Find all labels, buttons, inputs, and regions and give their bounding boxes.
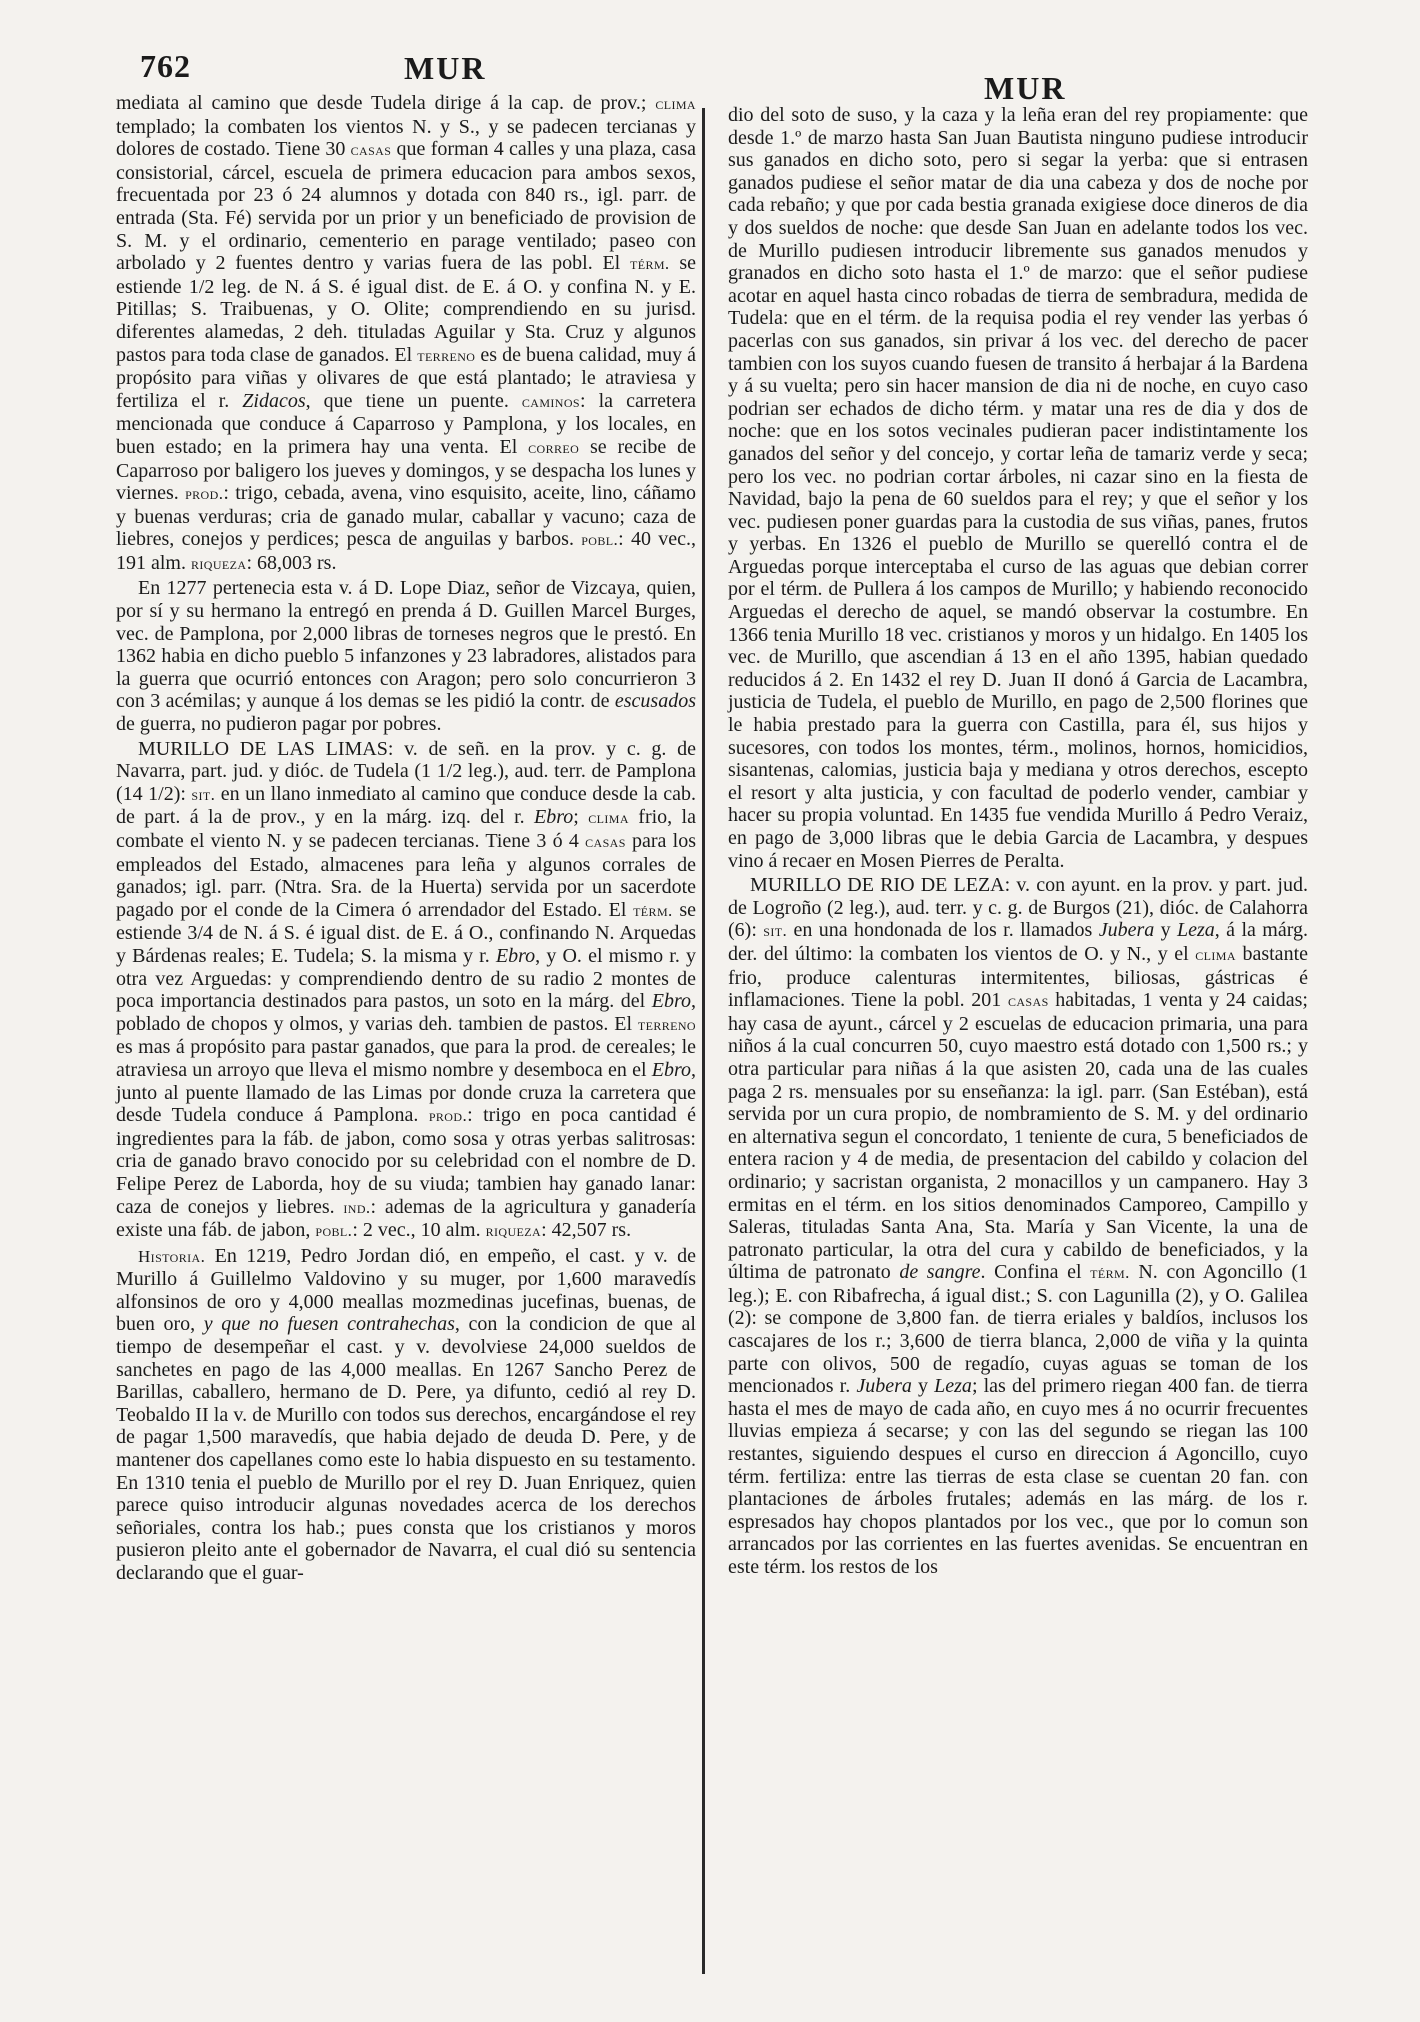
keyword: pobl. <box>315 1221 353 1241</box>
keyword: pobl. <box>581 530 619 550</box>
keyword: casas <box>350 140 392 160</box>
column-divider <box>702 108 705 1974</box>
keyword: clima <box>1195 944 1236 964</box>
keyword: correo <box>528 437 580 457</box>
keyword: térm. <box>633 900 673 920</box>
keyword: clima <box>655 94 696 113</box>
keyword: terreno <box>637 1014 696 1034</box>
running-head-right: MUR <box>984 70 1067 106</box>
river-name: Zidacos <box>242 389 306 412</box>
keyword: caminos <box>521 391 581 411</box>
keyword: térm. <box>629 254 670 274</box>
keyword: sit. <box>763 921 788 941</box>
entry-murillo-de-las-limas: MURILLO DE LAS LIMAS: v. de señ. en la prov. y c. g. de Navarra, part. jud. y dióc. de Tudela (1 1/2 leg.), aud. terr. de Pamplona (14 1/2): sit. en un llano inmediato al camino que conduce desde la cab. de part. á la de prov., y en la márg. izq. del r. Ebro; clima frio, la combate el viento N. y se padecen tercianas. Tiene 3 ó 4 casas para los empleados del Estado, almacenes para leña y algunos corrales de ganados; igl. parr. (Ntra. Sra. de la Huerta) servida por un sacerdote pagado por el conde de la Cimera ó arrendador del Estado. El térm. se estiende 3/4 de N. á S. é igual dist. de E. á O., confinando N. Arquedas y Bárdenas reales; E. Tudela; S. la misma y r. Ebro, y O. el mismo r. y otra vez Arguedas: y comprendiendo dentro de su radio 2 montes de poca importancia destinados para pastos, un soto en la márg. del Ebro, poblado de chopos y olmos, y varias deh. tambien de pastos. El terreno es mas á propósito para pastar ganados, que para la prod. de cereales; le atraviesa un arroyo que lleva el mismo nombre y desemboca en el Ebro, junto al puente llamado de las Limas por donde cruza la carretera que desde Tudela conduce á Pamplona. prod.: trigo en poca cantidad é ingredientes para la fáb. de jabon, como sosa y otras yerbas salitrosas: cria de ganado bravo conocido por su celebridad con el nombre de D. Felipe Perez de Laborda, hoy de su viuda; tambien hay ganado lanar: caza de conejos y liebres. ind.: ademas de la agricultura y ganadería existe una fáb. de jabon, pobl.: 2 vec., 10 alm. riqueza: 42,507 rs. <box>116 737 697 1242</box>
running-head-left: MUR <box>404 50 487 86</box>
keyword: clima <box>588 808 629 828</box>
keyword: sit. <box>191 784 216 804</box>
keyword: ind. <box>343 1197 371 1217</box>
paragraph-murillo-continued: mediata al camino que desde Tudela dirige á la cap. de prov.; clima templado; la combaten los vientos N. y S., y se padecen tercianas y dolores de costado. Tiene 30 casas que forman 4 calles y una plaza, casa consistorial, cárcel, escuela de primera educacion para ambos sexos, frecuentada por 23 ó 24 alumnos y dotada con 840 rs., igl. parr. de entrada (Sta. Fé) servida por un prior y un beneficiado de provision de S. M. y el ordinario, cementerio en parage ventilado; paseo con arbolado y 2 fuentes dentro y varias fuera de las pobl. El térm. se estiende 1/2 leg. de N. á S. é igual dist. de E. á O. y confina N. y E. Pitillas; S. Traibuenas, y O. Olite; comprendiendo en su jurisd. diferentes alamedas, 2 deh. tituladas Aguilar y Sta. Cruz y algunos pastos para toda clase de ganados. El terreno es de buena calidad, muy á propósito para viñas y olivares de que está plantado; le atraviesa y fertiliza el r. Zidacos, que tiene un puente. caminos: la carretera mencionada que conduce á Caparroso y Pamplona, y los locales, en buen estado; en la primera hay una venta. El correo se recibe de Caparroso por baligero los jueves y domingos, y se despacha los lunes y viernes. prod.: trigo, cebada, avena, vino esquisito, aceite, lino, cáñamo y buenas verduras; cria de ganado mular, caballar y vacuno; caza de liebres, conejos y perdices; pesca de anguilas y barbos. pobl.: 40 vec., 191 alm. riqueza: 68,003 rs. <box>116 92 697 574</box>
keyword: térm. <box>1090 1263 1130 1283</box>
paragraph-history-continued: dio del soto de suso, y la caza y la leña eran del rey propiamente: que desde 1.º de marzo hasta San Juan Bautista ninguno pudiese introducir sus ganados en dicho soto, pero si segar la yerba: que si entrasen ganados pudiese el señor matar de dia una cabeza y dos de noche por cada rebaño; y que por cada bestia granada exigiese doce dineros de dia y dos sueldos de noche: que desde San Juan en adelante todos los vec. de Murillo pudiesen introducir libremente sus ganados menudos y granados en dicho soto hasta el 1.º de marzo: que el señor pudiese acotar en aquel hasta cinco robadas de tierra de sembradura, medida de Tudela: que en el térm. de la requisa podia el rey vender las yerbas ó pacerlas con sus ganados, sin privar á los vec. del derecho de pacer tambien con los suyos cuando fuesen de transito á herbajar á la Bardena y á su vuelta; pero sin hacer mansion de dia ni de noche, en cuyo caso podrian ser echados de dicho térm. y matar una res de dia y dos de noche: que en los sotos vecinales pudieran pacer indistintamente los ganados del señor y del concejo, y cortar leña de tamariz verde y seca; pero los vec. no podrian cortar árboles, ni cazar sino en la fiesta de Navidad, bajo la pena de 60 sueldos para el rey; y que el señor y los vec. pudiesen poner guardas para la custodia de sus viñas, panes, frutos y yerbas. En 1326 el pueblo de Murillo se querelló contra el de Arguedas porque interceptaba el curso de las aguas que debian correr por el térm. de Pullera á los campos de Murillo; y habiendo reconocido Arguedas el derecho de aquel, se mandó observar la costumbre. En 1366 tenia Murillo 18 vec. cristianos y moros y un hidalgo. En 1405 los vec. de Murillo, que ascendian á 13 en el año 1395, habian quedado reducidos á 2. En 1432 el rey D. Juan II donó á Garcia de Lacambra, justicia de Tudela, el pueblo de Murillo, en pago de 2,500 florines que le habia prestado para la guerra con Castilla, para él, sus hijos y sucesores, con todos los montes, térm., molinos, hornos, homicidios, sisantenas, calomias, justicia baja y mediana y otros derechos, escepto el resort y alta justicia, y con facultad de poderlo vender, cambiar y hacer su propia voluntad. En 1435 fue vendida Murillo á Pedro Veraiz, en pago de 3,000 libras que le debia Garcia de Lacambra, y despues vino á recaer en Mosen Pierres de Peralta. <box>728 104 1308 872</box>
keyword: prod. <box>185 484 224 504</box>
keyword: riqueza <box>191 553 247 573</box>
keyword: casas <box>585 832 626 851</box>
paragraph-historia: Historia. En 1219, Pedro Jordan dió, en empeño, el cast. y v. de Murillo á Guillelmo Valdovino y su muger, por 1,600 maravedís alfonsinos de oro y 4,000 meallas mozmedinas jucefinas, buenas, de buen oro, y que no fuesen contrahechas, con la condicion de que al tiempo de desempeñar el cast. y v. devolviese 24,000 sueldos de sanchetes en pago de las 4,000 meallas. En 1267 Sancho Perez de Barillas, caballero, hermano de D. Pere, ya difunto, cedió al rey D. Teobaldo II la v. de Murillo con todos sus derechos, encargándose el rey de pagar 1,500 maravedís, que habia dejado de deuda D. Pere, y de mantener dos capellanes como este lo habia dispuesto en su testamento. En 1310 tenia el pueblo de Murillo por el rey D. Juan Enriquez, quien parece quiso introducir algunas novedades acerca de los derechos señoriales, contra los hab.; pues consta que los cristianos y moros pusieron pleito ante el gobernador de Navarra, el cual dió su sentencia declarando que el guar- <box>116 1244 696 1584</box>
page-number: 762 <box>140 48 191 84</box>
keyword: casas <box>1007 991 1049 1011</box>
keyword: Historia. <box>138 1246 206 1266</box>
left-column <box>116 92 696 1587</box>
keyword: riqueza <box>485 1221 542 1241</box>
paragraph-history-1277: En 1277 pertenecia esta v. á D. Lope Diaz, señor de Vizcaya, quien, por sí y su hermano la entregó en prenda á D. Guillen Marcel Burges, vec. de Pamplona, por 2,000 libras de torneses negros que le prestó. En 1362 habia en dicho pueblo 5 infanzones y 23 labradores, alistados para la guerra que ocurrió entonces con Aragon; pero solo concurrieron 3 con 3 acémilas; y aunque á los demas se les pidió la contr. de escusados de guerra, no pudieron pagar por pobres. <box>116 577 696 736</box>
keyword: terreno <box>417 345 476 365</box>
keyword: prod. <box>428 1106 468 1126</box>
right-column <box>728 104 1308 1581</box>
entry-murillo-de-rio-de-leza: MURILLO DE RIO DE LEZA: v. con ayunt. en la prov. y part. jud. de Logroño (2 leg.), aud. terr. y c. g. de Burgos (21), dióc. de Calahorra (6): sit. en una hondonada de los r. llamados Jubera y Leza, á la márg. der. del último: la combaten los vientos de O. y N., y el clima bastante frio, produce calenturas intermitentes, biliosas, gástricas é inflamaciones. Tiene la pobl. 201 casas habitadas, 1 venta y 24 caidas; hay casa de ayunt., cárcel y 2 escuelas de educacion primaria, una para niños á la cual concurren 50, cuyo maestro está dotado con 1,500 rs.; y otra particular para niñas á la que asisten 20, cada una de las cuales paga 2 rs. mensuales por su enseñanza: la igl. parr. (San Estéban), está servida por un cura propio, de nombramiento de S. M. y del ordinario en alternativa segun el concordato, 1 teniente de cura, 5 beneficiados de entera racion y 4 de media, de presentacion del cabildo y colacion del ordinario; y sacristan organista, 2 monacillos y un campanero. Hay 3 ermitas en el térm. en los sitios denominados Camporeo, Campillo y Saleras, tituladas Santa Ana, Sta. María y San Vicente, la una de patronato particular, la otra del cura y cabildo de beneficiados, y la última de patronato de sangre. Confina el térm. N. con Agoncillo (1 leg.); E. con Ribafrecha, á igual dist.; S. con Lagunilla (2), y O. Galilea (2): se compone de 3,800 fan. de tierra eriales y baldíos, inclusos los cascajares de los r.; 3,600 de tierra blanca, 2,000 de viña y la quinta parte con olivos, 500 de regadío, cuyas aguas se toman de los mencionados r. Jubera y Leza; las del primero riegan 400 fan. de tierra hasta el mes de mayo de cada año, en cuyo mes á no ocurrir frecuentes lluvias empieza á secarse; y con las del segundo se riegan las 100 restantes, siguiendo despues el curso en direccion á Agoncillo, cuyo térm. fertiliza: entre las tierras de esta clase se cuentan 20 fan. con plantaciones de árboles frutales; además en las márg. de los r. espresados hay chopos plantados por los vec., que por lo comun son arrancados por las corrientes en las fuertes avenidas. Se encuentran en este térm. los restos de los <box>728 874 1309 1578</box>
